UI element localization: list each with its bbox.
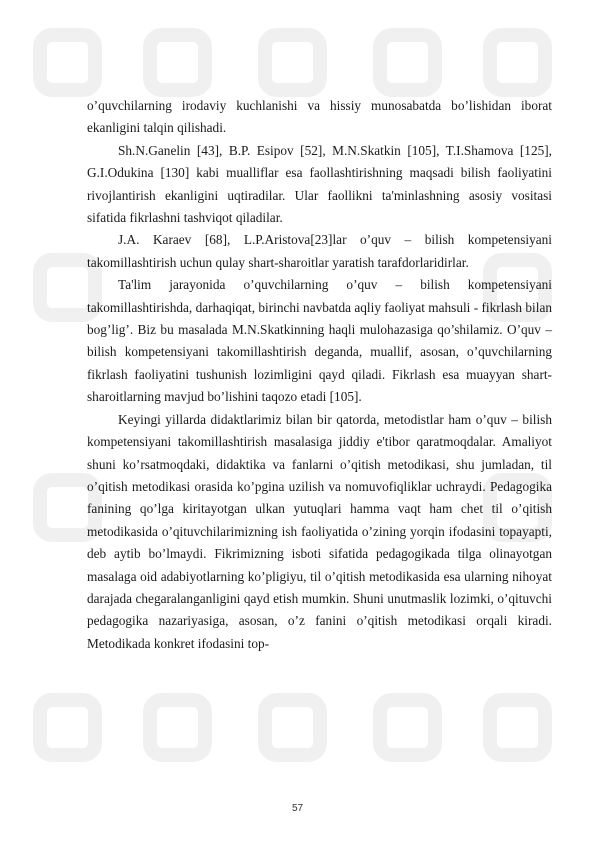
paragraph-3: J.A. Karaev [68], L.P.Aristova[23]lar o’quv – bilish kompetensiyani takomillashtirish uchun qulay shart-sharoitlar yaratish tarafdorlaridirlar. (87, 232, 552, 270)
paragraph-2: Sh.N.Ganelin [43], B.P. Esipov [52], M.N.Skatkin [105], T.I.Shamova [125], G.I.Odukina [130] kabi mualliflar esa faollashtirishning maqsadi bilish faoliyatini rivojlantirish ekanligini uqtiradilar. Ular faollikni ta'minlashning asosiy vositasi sifatida fikrlashni tashviqot qiladilar. (87, 142, 552, 226)
page-number: 57 (291, 803, 304, 814)
body-text (87, 95, 552, 655)
paragraph-5: Keyingi yillarda didaktlarimiz bilan bir qatorda, metodistlar ham o’quv – bilish kompetensiyani takomillashtirish masalasiga jiddiy e'tibor qaratmoqdalar. Amaliyot shuni ko’rsatmoqdaki, didaktika va fanlarni o’qitish metodikasi, shu jumladan, til o’qitish metodikasi orasida ko’pgina uzilish va nomuvofiqliklar uchraydi. Pedagogika fanining qo’lga kiritayotgan ulkan yutuqlari hamma vaqt ham chet til o’qitish metodikasida o’qituvchilarimizning ish faoliyatida o’zining yorqin ifodasini topayapti, deb aytib bo’lmaydi. Fikrimizning isboti sifatida pedagogikada tilga olinayotgan masalaga oid adabiyotlarning ko’pligiyu, til o’qitish metodikasida esa ularning nihoyat darajada chegaralanganligini qayd etish mumkin. Shuni unutmaslik lozimki, o’qituvchi pedagogika nazariyasiga, asosan, o’z fanini o’qitish metodikasi orqali kiradi. Metodikada konkret ifodasini top- (87, 411, 552, 651)
paragraph-4: Ta'lim jarayonida o’quvchilarning o’quv – bilish kompetensiyani takomillashtirishda, darhaqiqat, birinchi navbatda aqliy faoliyat mahsuli - fikrlash bilan bog’lig’. Biz bu masalada M.N.Skatkinning haqli mulohazasiga qo’shilamiz. O’quv – bilish kompetensiyani takomillashtirish deganda, muallif, asosan, o’quvchilarning fikrlash faoliyatini tushunish lozimligini qayd qiladi. Fikrlash esa muayyan shart-sharoitlarning mavjud bo’lishini taqozo etadi [105]. (87, 277, 552, 405)
paragraph-1: o’quvchilarning irodaviy kuchlanishi va hissiy munosabatda bo’lishidan iborat ekanligini talqin qilishadi. (87, 98, 552, 136)
